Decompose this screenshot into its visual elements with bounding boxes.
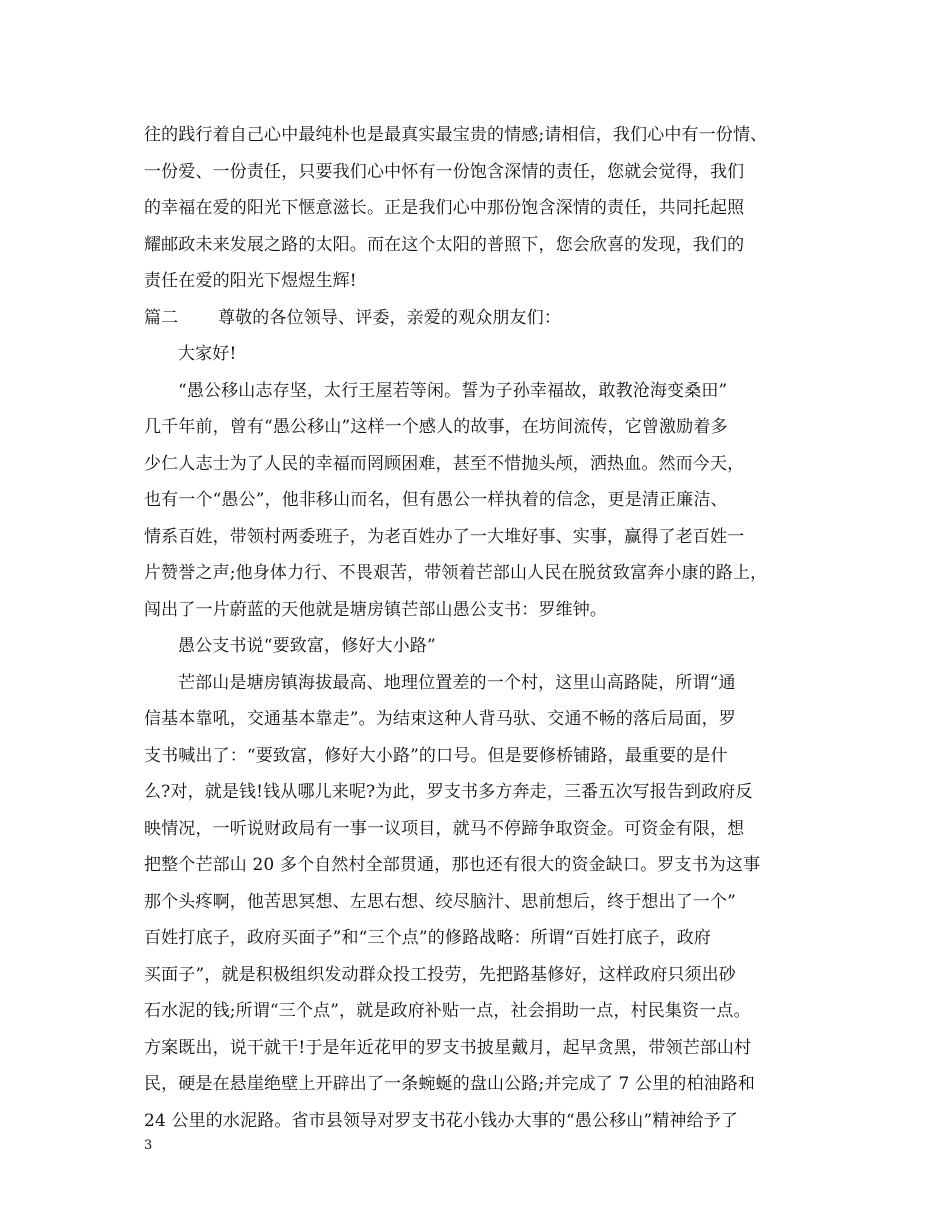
- text-line: 24 公里的水泥路。省市县领导对罗支书花小钱办大事的“愚公移山”精神给予了: [144, 1110, 738, 1131]
- text-line: 责任在爱的阳光下煜煜生辉!: [144, 271, 357, 291]
- text-line: 片赞誉之声;他身体力行、不畏艰苦，带领着芒部山人民在脱贫致富奔小康的路上，: [144, 563, 768, 583]
- text-line: 闯出了一片蔚蓝的天他就是塘房镇芒部山愚公支书：罗维钟。: [144, 599, 608, 620]
- section-label: 篇二: [144, 307, 179, 328]
- text-line: 少仁人志士为了人民的幸福而罔顾困难，甚至不惜抛头颅，洒热血。然而今天，: [144, 453, 745, 474]
- text-line: 信基本靠吼，交通基本靠走”。为结束这种人背马驮、交通不畅的落后局面，罗: [144, 709, 736, 729]
- text-line: “愚公移山志存坚，太行王屋若等闲。誓为子孙幸福故，敢教沧海变桑田”: [178, 380, 728, 401]
- text-line: 几千年前，曾有“愚公移山”这样一个感人的故事，在坊间流传，它曾激励着多: [144, 417, 728, 437]
- text-line: 那个头疼啊，他苦思冥想、左思右想、绞尽脑汁、思前想后，终于想出了一个”: [144, 891, 736, 912]
- text-line: 映情况，一听说财政局有一事一议项目，就马不停蹄争取资金。可资金有限，想: [144, 818, 745, 839]
- text-line: 民，硬是在悬崖绝壁上开辟出了一条蜿蜒的盘山公路;并完成了 7 公里的柏油路和: [144, 1074, 756, 1094]
- text-line: 一份爱、一份责任，只要我们心中怀有一份饱含深情的责任，您就会觉得，我们: [144, 161, 745, 182]
- text-line: 情系百姓，带领村两委班子，为老百姓办了一大堆好事、实事，赢得了老百姓一: [144, 526, 745, 547]
- salutation: 尊敬的各位领导、评委，亲爱的观众朋友们：: [218, 307, 561, 328]
- section-heading: 愚公支书说“要致富，修好大小路”: [178, 636, 436, 656]
- text-line: 的幸福在爱的阳光下惬意滋长。正是我们心中那份饱含深情的责任，共同托起照: [144, 198, 745, 218]
- text-line: 也有一个“愚公”，他非移山而名，但有愚公一样执着的信念，更是清正廉洁、: [144, 490, 728, 510]
- text-line: 把整个芒部山 20 多个自然村全部贯通，那也还有很大的资金缺口。罗支书为这事: [144, 855, 761, 875]
- text-line: 支书喊出了：“要致富，修好大小路”的口号。但是要修桥铺路，最重要的是什: [144, 745, 728, 766]
- page-number: 3: [144, 1138, 153, 1153]
- text-line: 么?对，就是钱!钱从哪儿来呢?为此，罗支书多方奔走，三番五次写报告到政府反: [144, 782, 753, 802]
- section-header-line: [144, 300, 834, 337]
- text-line: 百姓打底子，政府买面子”和“三个点”的修路战略：所谓“百姓打底子，政府: [144, 928, 712, 948]
- text-line: 耀邮政未来发展之路的太阳。而在这个太阳的普照下，您会欣喜的发现，我们的: [144, 234, 745, 255]
- text-line: 方案既出，说干就干!于是年近花甲的罗支书披星戴月，起早贪黑，带领芒部山村: [144, 1037, 752, 1058]
- text-line: 买面子”，就是积极组织发动群众投工投劳，先把路基修好，这样政府只须出砂: [144, 964, 736, 985]
- body-text: [144, 117, 834, 1139]
- text-line: 石水泥的钱;所谓“三个点”，就是政府补贴一点，社会捐助一点，村民集资一点。: [144, 1001, 751, 1021]
- greeting: 大家好!: [178, 344, 237, 364]
- text-line: 往的践行着自己心中最纯朴也是最真实最宝贵的情感;请相信，我们心中有一份情、: [144, 125, 768, 145]
- text-line: 芒部山是塘房镇海拔最高、地理位置差的一个村，这里山高路陡，所谓“通: [178, 672, 736, 693]
